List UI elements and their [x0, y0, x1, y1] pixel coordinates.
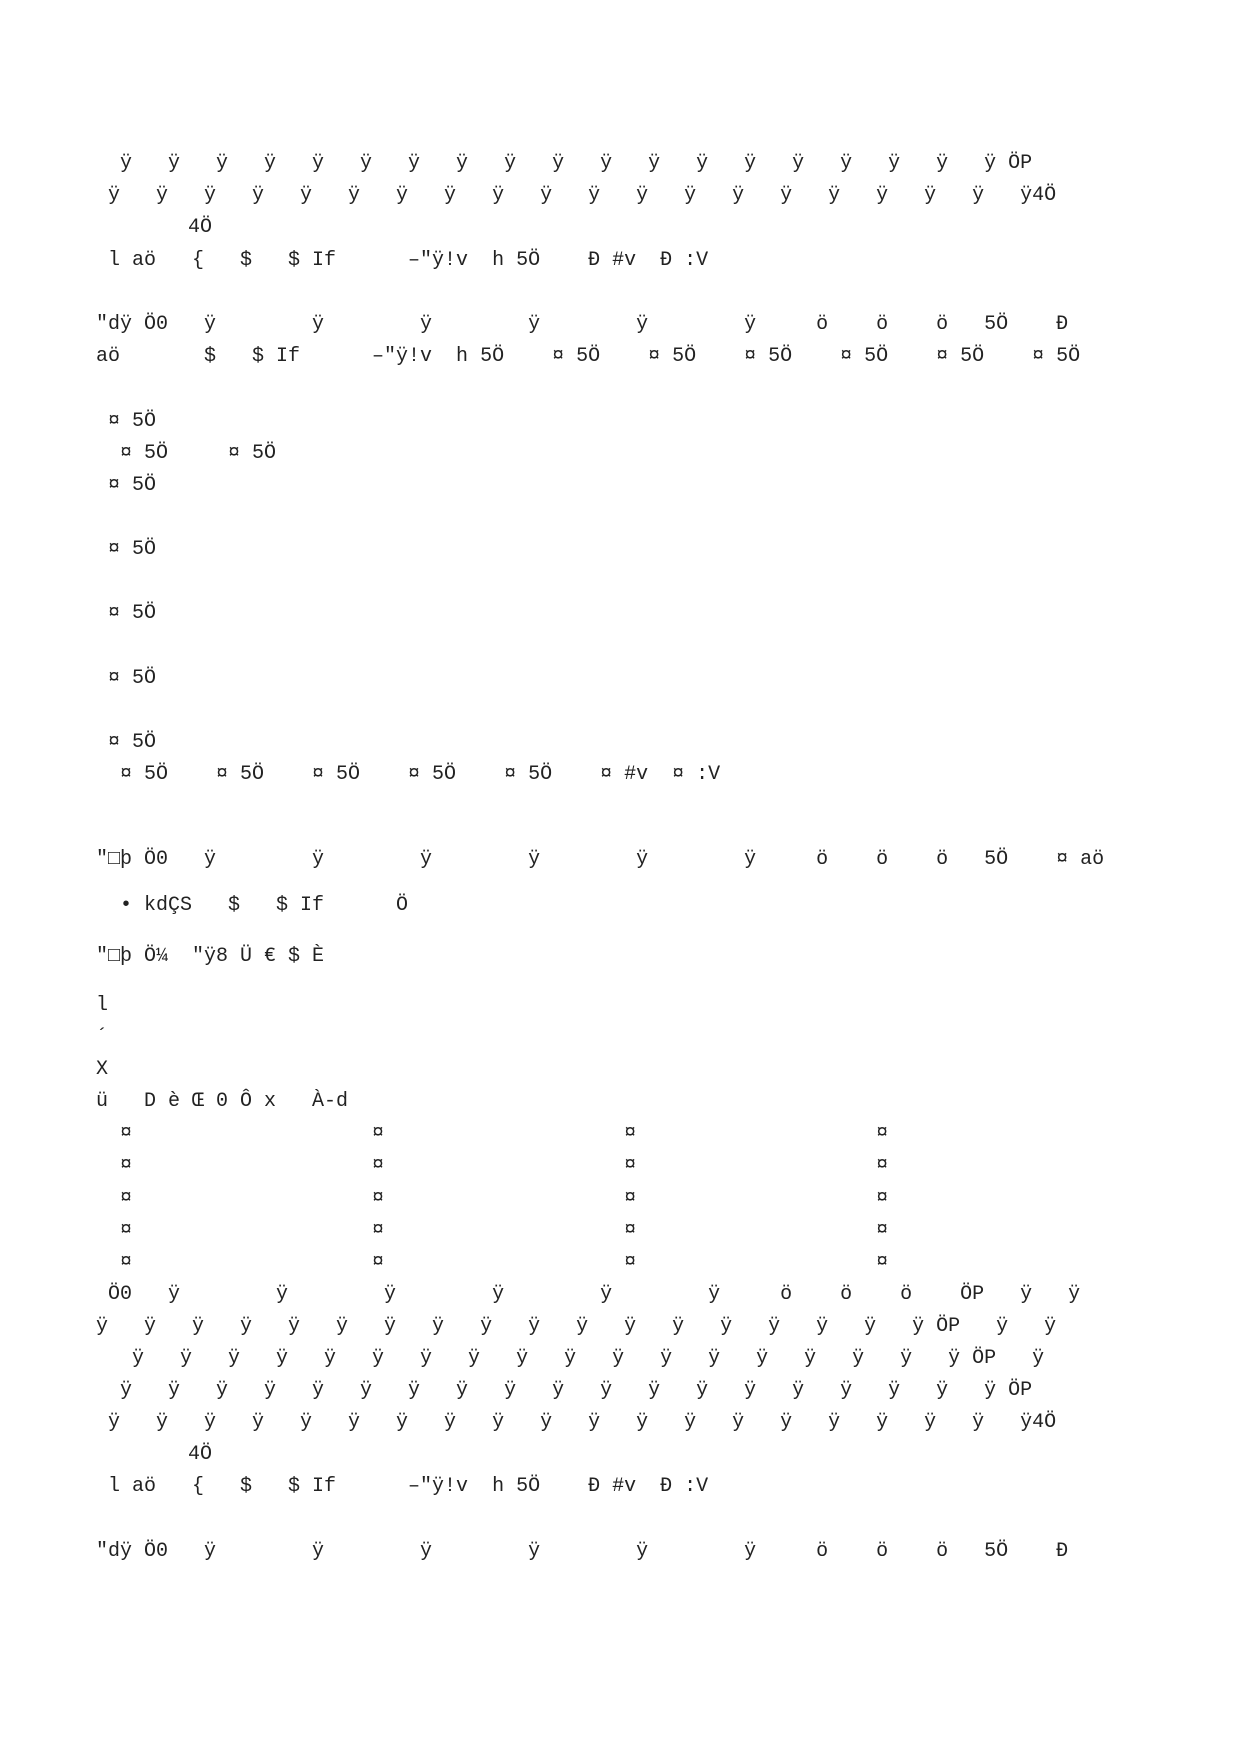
- text-line: ÿ ÿ ÿ ÿ ÿ ÿ ÿ ÿ ÿ ÿ ÿ ÿ ÿ ÿ ÿ ÿ ÿ ÿ ÿ ÿ4Ö: [96, 184, 1057, 207]
- text-line: ÿ ÿ ÿ ÿ ÿ ÿ ÿ ÿ ÿ ÿ ÿ ÿ ÿ ÿ ÿ ÿ ÿ ÿ ÿ ÿ4Ö: [96, 1411, 1057, 1434]
- text-line: ¤ 5Ö: [96, 731, 157, 754]
- text-line: ¤ ¤ ¤ ¤: [96, 1154, 889, 1177]
- text-line: ¤ ¤ ¤ ¤: [96, 1219, 889, 1242]
- text-line: ÿ ÿ ÿ ÿ ÿ ÿ ÿ ÿ ÿ ÿ ÿ ÿ ÿ ÿ ÿ ÿ ÿ ÿ ÖP ÿ: [96, 1347, 1045, 1370]
- text-line: ¤ 5Ö ¤ 5Ö: [96, 442, 277, 465]
- text-line: ¤ ¤ ¤ ¤: [96, 1187, 889, 1210]
- text-line: "□þ Ö¼ "ÿ8 Ü € $ È: [96, 945, 325, 968]
- text-line: • kdÇS $ $ If Ö: [96, 894, 409, 917]
- text-line: l aö { $ $ If –"ÿ!v h 5Ö Ð #v Ð :V: [96, 1475, 709, 1498]
- text-line: "dÿ Ö0 ÿ ÿ ÿ ÿ ÿ ÿ ö ö ö 5Ö Ð: [96, 313, 1069, 336]
- text-line: 4Ö: [188, 216, 213, 239]
- text-line: ¤ 5Ö: [96, 474, 157, 497]
- text-line: ¤ 5Ö: [96, 667, 157, 690]
- text-line: ¤ 5Ö: [96, 602, 157, 625]
- text-line: ¤ 5Ö: [96, 410, 157, 433]
- text-line: Ö0 ÿ ÿ ÿ ÿ ÿ ÿ ö ö ö ÖP ÿ ÿ: [96, 1283, 1081, 1306]
- text-line: "dÿ Ö0 ÿ ÿ ÿ ÿ ÿ ÿ ö ö ö 5Ö Ð: [96, 1540, 1069, 1563]
- text-line: ¤ 5Ö ¤ 5Ö ¤ 5Ö ¤ 5Ö ¤ 5Ö ¤ #v ¤ :V: [96, 763, 721, 786]
- text-line: l: [96, 994, 109, 1017]
- text-line: aö $ $ If –"ÿ!v h 5Ö ¤ 5Ö ¤ 5Ö ¤ 5Ö ¤ 5Ö ¤ 5Ö ¤ 5Ö: [96, 345, 1081, 368]
- text-line: "□þ Ö0 ÿ ÿ ÿ ÿ ÿ ÿ ö ö ö 5Ö ¤ aö: [96, 848, 1105, 871]
- text-line: ¤ ¤ ¤ ¤: [96, 1122, 889, 1145]
- text-line: ÿ ÿ ÿ ÿ ÿ ÿ ÿ ÿ ÿ ÿ ÿ ÿ ÿ ÿ ÿ ÿ ÿ ÿ ÖP ÿ ÿ: [96, 1315, 1057, 1338]
- text-line: ´: [96, 1026, 109, 1049]
- text-line: ÿ ÿ ÿ ÿ ÿ ÿ ÿ ÿ ÿ ÿ ÿ ÿ ÿ ÿ ÿ ÿ ÿ ÿ ÿ ÖP: [96, 152, 1033, 175]
- text-line: ÿ ÿ ÿ ÿ ÿ ÿ ÿ ÿ ÿ ÿ ÿ ÿ ÿ ÿ ÿ ÿ ÿ ÿ ÿ ÖP: [96, 1379, 1033, 1402]
- text-line: ü D è Œ 0 Ô x À-d: [96, 1090, 349, 1113]
- text-line: ¤ 5Ö: [96, 538, 157, 561]
- text-line: ¤ ¤ ¤ ¤: [96, 1251, 889, 1274]
- text-line: 4Ö: [188, 1443, 213, 1466]
- text-line: l aö { $ $ If –"ÿ!v h 5Ö Ð #v Ð :V: [96, 249, 709, 272]
- text-line: X: [96, 1058, 109, 1081]
